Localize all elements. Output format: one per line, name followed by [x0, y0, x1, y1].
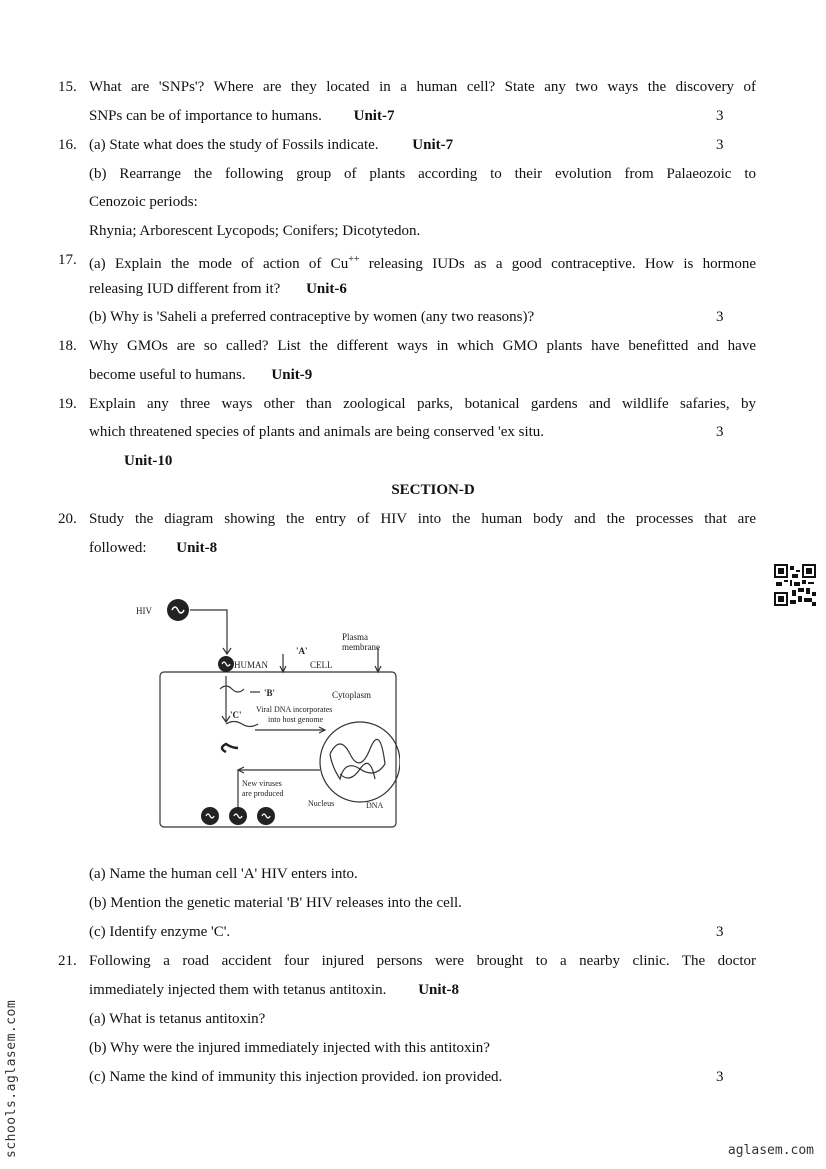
- q20-part-c: (c) Identify enzyme 'C'.: [89, 924, 231, 940]
- q21-part-b: (b) Why were the injured immediately injected with this antitoxin?: [89, 1040, 490, 1056]
- q16-marks: 3: [716, 137, 724, 153]
- q15-marks: 3: [716, 108, 724, 124]
- q17-part-a-line1: [89, 251, 756, 273]
- q21-unit: Unit-8: [418, 982, 460, 998]
- q21-marks: 3: [716, 1069, 724, 1085]
- nucleus-label: Nucleus: [308, 799, 335, 808]
- q21-line2: [89, 981, 459, 999]
- new-virus-assembly: [222, 744, 238, 752]
- new-viruses-label-2: are produced: [242, 789, 284, 798]
- plasma-label: Plasma: [342, 632, 368, 642]
- q16-part-b-line1: (b) Rearrange the following group of plants according to their evolution from Palaeozoic to: [89, 166, 756, 182]
- hiv-at-membrane-icon: [218, 656, 234, 672]
- label-b: 'B': [264, 688, 276, 698]
- new-viruses-icon: [201, 807, 275, 825]
- q17-part-a-line2: [89, 280, 347, 298]
- q20-line2: [89, 539, 217, 557]
- q20-line1: Study the diagram showing the entry of HIV into the human body and the processes that are: [89, 511, 756, 527]
- hiv-entry-diagram: [130, 594, 400, 834]
- q20-unit: Unit-8: [176, 540, 218, 556]
- q21-line1: Following a road accident four injured persons were brought to a nearby clinic. The doctor: [89, 953, 756, 969]
- section-d-heading: SECTION-D: [391, 482, 475, 498]
- new-viruses-label-1: New viruses: [242, 779, 282, 788]
- q16-part-a-text: (a) State what does the study of Fossils indicate.: [89, 137, 379, 153]
- q17-a-pre: (a) Explain the mode of action of Cu: [89, 256, 349, 272]
- q19-number: 19.: [58, 396, 77, 412]
- label-a: 'A': [296, 646, 308, 656]
- q20-part-a: (a) Name the human cell 'A' HIV enters into.: [89, 866, 358, 882]
- hiv-label: HIV: [136, 606, 152, 616]
- viral-dna-strand: [226, 722, 258, 727]
- hiv-entry-arrow: [190, 610, 227, 654]
- q19-marks: 3: [716, 424, 724, 440]
- q19-unit: Unit-10: [124, 453, 173, 469]
- q16-part-a: [89, 136, 453, 154]
- q21-part-c: (c) Name the kind of immunity this injection provided. ion provided.: [89, 1069, 503, 1085]
- q18-line1: Why GMOs are so called? List the different ways in which GMO plants have benefitted and have: [89, 338, 756, 354]
- q15-line2-text: SNPs can be of importance to humans.: [89, 108, 322, 124]
- q17-a-line2-text: releasing IUD different from it?: [89, 281, 281, 297]
- label-c: 'C': [230, 710, 242, 720]
- q17-number: 17.: [58, 252, 77, 268]
- viral-rna-strand: [220, 686, 244, 692]
- dna-label: DNA: [366, 801, 384, 810]
- membrane-label: membrane: [342, 642, 380, 652]
- q17-unit: Unit-6: [306, 281, 347, 297]
- q17-part-b: (b) Why is 'Saheli a preferred contraceptive by women (any two reasons)?: [89, 309, 535, 325]
- q18-line2: [89, 366, 312, 384]
- q21-number: 21.: [58, 953, 77, 969]
- q16-unit: Unit-7: [412, 137, 454, 153]
- q19-line1: Explain any three ways other than zoological parks, botanical gardens and wildlife safaries, by: [89, 396, 756, 412]
- q18-unit: Unit-9: [271, 367, 313, 383]
- viral-dna-label-1: Viral DNA incorporates: [256, 705, 333, 714]
- q16-number: 16.: [58, 137, 77, 153]
- q18-number: 18.: [58, 338, 77, 354]
- q17-a-sup: ++: [348, 254, 360, 265]
- q15-unit: Unit-7: [353, 108, 395, 124]
- q21-line2-text: immediately injected them with tetanus antitoxin.: [89, 982, 387, 998]
- cytoplasm-label: Cytoplasm: [332, 690, 372, 700]
- hiv-virus-icon: [167, 599, 189, 621]
- q18-line2-text: become useful to humans.: [89, 367, 246, 383]
- q20-part-b: (b) Mention the genetic material 'B' HIV releases into the cell.: [89, 895, 462, 911]
- side-watermark: schools.aglasem.com: [4, 999, 19, 1158]
- q16-part-b-line2: Cenozoic periods:: [89, 194, 198, 210]
- q16-part-b-line3: Rhynia; Arborescent Lycopods; Conifers; Dicotytedon.: [89, 223, 421, 239]
- q17-marks: 3: [716, 309, 724, 325]
- q20-marks: 3: [716, 924, 724, 940]
- q21-part-a: (a) What is tetanus antitoxin?: [89, 1011, 266, 1027]
- viral-dna-label-2: into host genome: [268, 715, 324, 724]
- qr-code-icon: [774, 564, 816, 606]
- q17-a-post: releasing IUDs as a good contraceptive. How is hormone: [359, 256, 756, 272]
- human-label: HUMAN: [234, 660, 269, 670]
- q20-number: 20.: [58, 511, 77, 527]
- q15-number: 15.: [58, 79, 77, 95]
- footer-watermark: aglasem.com: [727, 1143, 814, 1158]
- q15-line2: [89, 107, 394, 125]
- q15-line1: What are 'SNPs'? Where are they located in a human cell? State any two ways the discovery of: [89, 79, 756, 95]
- q19-line2: which threatened species of plants and animals are being conserved 'ex situ.: [89, 424, 545, 440]
- q20-line2-text: followed:: [89, 540, 147, 556]
- cell-label: CELL: [310, 660, 333, 670]
